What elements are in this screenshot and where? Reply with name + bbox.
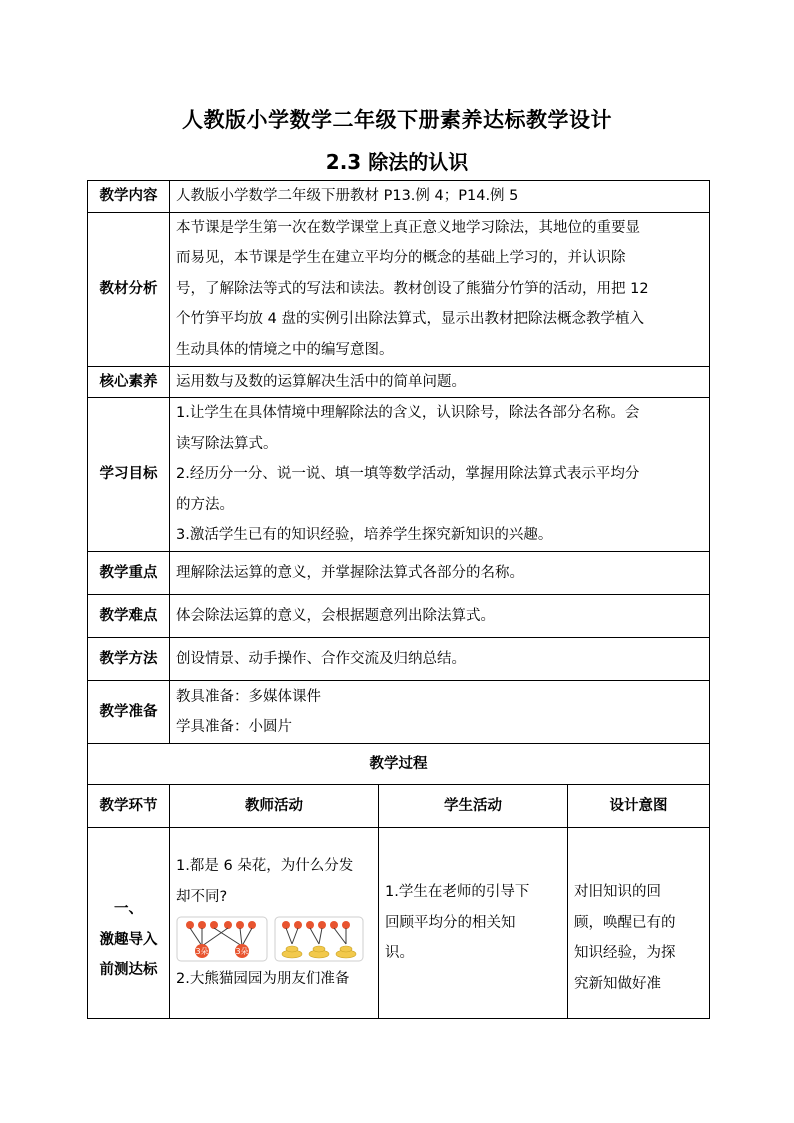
row-process-columns bbox=[88, 785, 710, 828]
prep-line: 教具准备：多媒体课件 bbox=[176, 688, 321, 705]
process-heading: 教学过程 bbox=[88, 744, 710, 785]
purpose-line: 究新知做好准 bbox=[574, 975, 661, 992]
value-core-literacy: 运用数与及数的运算解决生活中的简单问题。 bbox=[170, 366, 710, 398]
value-material-analysis bbox=[170, 212, 710, 366]
teacher-line: 却不同? bbox=[176, 888, 228, 905]
stage-1-teacher bbox=[170, 828, 379, 1019]
student-line: 识。 bbox=[385, 945, 414, 962]
teacher-line: 2.大熊猫园园为朋友们准备 bbox=[176, 971, 350, 988]
stage-label-line: 一、 bbox=[114, 901, 143, 918]
goal-line: 3.激活学生已有的知识经验，培养学生探究新知识的兴趣。 bbox=[176, 527, 553, 544]
label-teaching-content: 教学内容 bbox=[88, 181, 170, 213]
purpose-line: 对旧知识的回 bbox=[574, 884, 661, 900]
row-preparation bbox=[88, 681, 710, 744]
col-header-purpose: 设计意图 bbox=[568, 785, 710, 828]
value-preparation bbox=[170, 681, 710, 744]
stage-1-label bbox=[88, 828, 170, 1019]
label-learning-goals: 学习目标 bbox=[88, 398, 170, 552]
analysis-line: 号，了解除法等式的写法和读法。教材创设了熊猫分竹笋的活动，用把 12 bbox=[176, 280, 649, 297]
value-method: 创设情景、动手操作、合作交流及归纳总结。 bbox=[170, 638, 710, 681]
image-label: 3朵 bbox=[195, 947, 209, 957]
col-header-teacher: 教师活动 bbox=[170, 785, 379, 828]
value-teaching-content: 人教版小学数学二年级下册教材 P13.例 4；P14.例 5 bbox=[170, 181, 710, 213]
document-title: 人教版小学数学二年级下册素养达标教学设计 bbox=[182, 108, 612, 132]
label-preparation: 教学准备 bbox=[88, 681, 170, 744]
student-line: 1.学生在老师的引导下 bbox=[385, 884, 530, 901]
row-core-literacy bbox=[88, 366, 710, 398]
col-header-student: 学生活动 bbox=[379, 785, 568, 828]
label-material-analysis: 教材分析 bbox=[88, 212, 170, 366]
stage-label-line: 激趣导入 bbox=[99, 931, 158, 948]
label-key-points: 教学重点 bbox=[88, 552, 170, 595]
stage-1-purpose bbox=[568, 828, 710, 1019]
analysis-line: 生动具体的情境之中的编写意图。 bbox=[176, 341, 394, 358]
analysis-line: 而易见，本节课是学生在建立平均分的概念的基础上学习的，并认识除 bbox=[176, 250, 626, 267]
stage-label-line: 前测达标 bbox=[99, 962, 158, 979]
row-process-heading bbox=[88, 744, 710, 785]
row-teaching-content bbox=[88, 181, 710, 213]
illustration-panel-right bbox=[275, 917, 363, 961]
analysis-line: 个竹笋平均放 4 盘的实例引出除法算式，显示出教材把除法概念教学植入 bbox=[176, 311, 644, 328]
row-key-points bbox=[88, 552, 710, 595]
lesson-plan-table bbox=[87, 180, 710, 1019]
value-key-points: 理解除法运算的意义，并掌握除法算式各部分的名称。 bbox=[170, 552, 710, 595]
image-label: 3朵 bbox=[235, 947, 249, 957]
illustration-panel-left bbox=[177, 917, 267, 961]
student-line: 回顾平均分的相关知 bbox=[385, 914, 516, 931]
value-learning-goals bbox=[170, 398, 710, 552]
goal-line: 的方法。 bbox=[176, 496, 234, 513]
lesson-subtitle: 2.3 除法的认识 bbox=[325, 150, 469, 174]
goal-line: 读写除法算式。 bbox=[176, 435, 278, 452]
row-material-analysis bbox=[88, 212, 710, 366]
value-difficulty: 体会除法运算的意义，会根据题意列出除法算式。 bbox=[170, 595, 710, 638]
row-stage-1 bbox=[88, 828, 710, 1019]
col-header-stage: 教学环节 bbox=[88, 785, 170, 828]
prep-line: 学具准备：小圆片 bbox=[176, 719, 292, 735]
purpose-line: 知识经验，为探 bbox=[574, 945, 676, 961]
row-learning-goals bbox=[88, 398, 710, 552]
purpose-line: 顾，唤醒已有的 bbox=[574, 914, 676, 931]
label-core-literacy: 核心素养 bbox=[88, 366, 170, 398]
flower-sharing-illustration bbox=[176, 916, 376, 962]
goal-line: 2.经历分一分、说一说、填一填等数学活动，掌握用除法算式表示平均分 bbox=[176, 466, 640, 483]
label-method: 教学方法 bbox=[88, 638, 170, 681]
label-difficulty: 教学难点 bbox=[88, 595, 170, 638]
row-difficulty bbox=[88, 595, 710, 638]
goal-line: 1.让学生在具体情境中理解除法的含义，认识除号，除法各部分名称。会 bbox=[176, 405, 640, 422]
stage-1-student bbox=[379, 828, 568, 1019]
analysis-line: 本节课是学生第一次在数学课堂上真正意义地学习除法，其地位的重要显 bbox=[176, 219, 640, 236]
teacher-line: 1.都是 6 朵花，为什么分发 bbox=[176, 858, 354, 875]
row-method bbox=[88, 638, 710, 681]
